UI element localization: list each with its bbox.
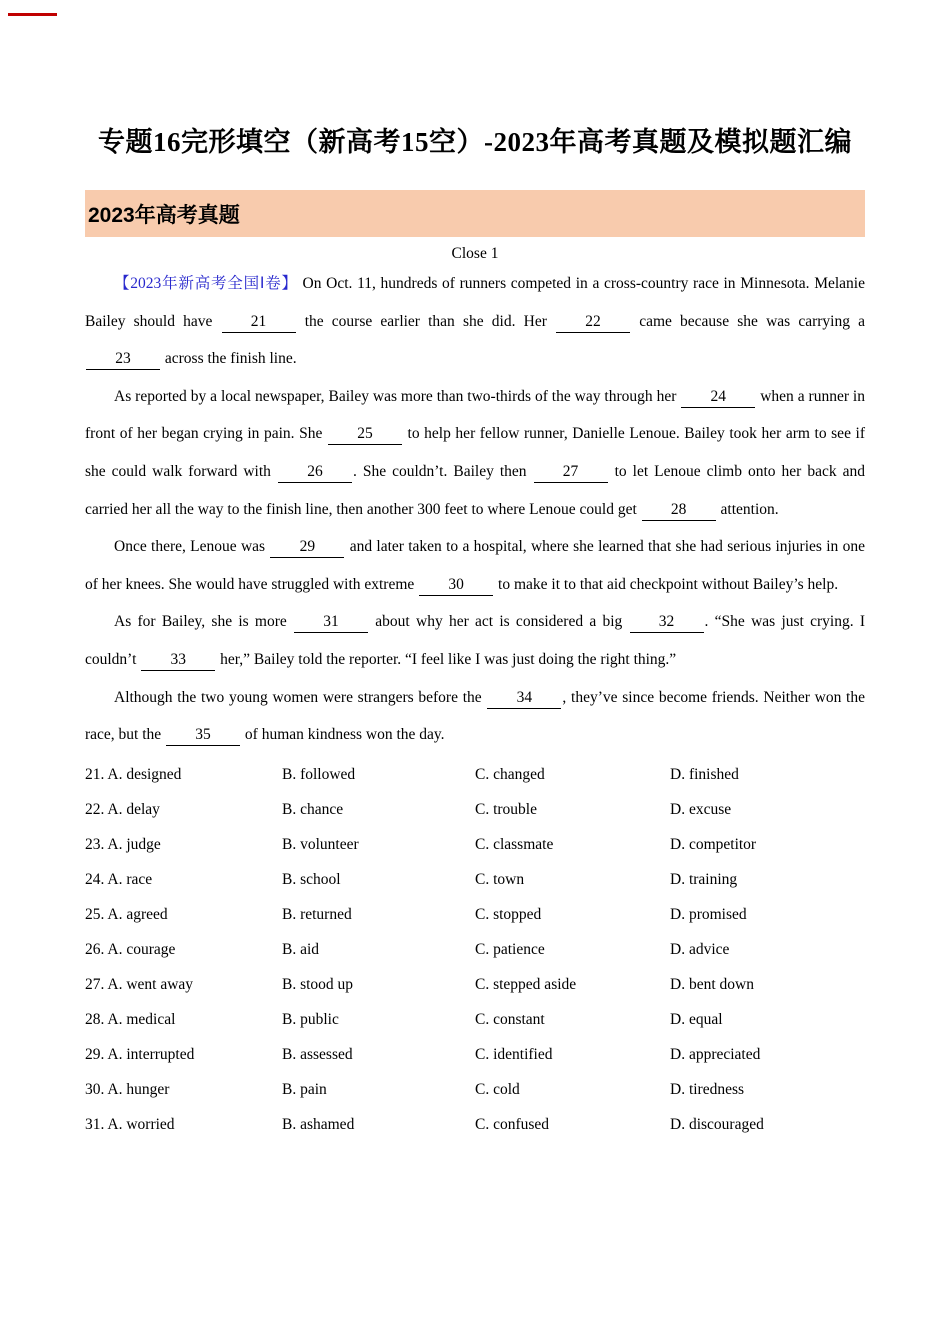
option-23-c: C. classmate (475, 835, 554, 853)
option-25-a: 25. A. agreed (85, 905, 168, 923)
option-30-d: D. tiredness (670, 1080, 745, 1098)
passage-text: to help her fellow runner, Danielle Lenoue. Bailey took her arm to see if she could walk forward with (85, 425, 865, 480)
option-31-c: C. confused (475, 1115, 550, 1133)
cloze-blank-28: 28 (642, 500, 716, 521)
options-table (85, 757, 865, 1142)
option-30-a: 30. A. hunger (85, 1080, 170, 1098)
option-row-26 (85, 932, 865, 967)
passage-text: of human kindness won the day. (241, 726, 445, 744)
option-22-a: 22. A. delay (85, 800, 160, 818)
option-24-c: C. town (475, 870, 525, 888)
cloze-blank-32: 32 (630, 612, 704, 633)
option-26-a: 26. A. courage (85, 940, 176, 958)
passage-text: attention. (716, 500, 779, 518)
cloze-blank-33: 33 (141, 650, 215, 671)
cloze-blank-23: 23 (86, 349, 160, 370)
cloze-blank-22: 22 (556, 312, 630, 333)
option-31-d: D. discouraged (670, 1115, 764, 1133)
cloze-blank-31: 31 (294, 612, 368, 633)
option-29-c: C. identified (475, 1045, 553, 1063)
option-row-21 (85, 757, 865, 792)
passage-text: the course earlier than she did. Her (296, 312, 556, 330)
option-24-d: D. training (670, 870, 738, 888)
passage-text: Once there, Lenoue was (114, 538, 270, 556)
option-row-25 (85, 897, 865, 932)
passage-text: to make it to that aid checkpoint without Bailey’s help. (494, 575, 839, 593)
option-21-d: D. finished (670, 765, 739, 783)
option-22-d: D. excuse (670, 800, 732, 818)
passage-text: about why her act is considered a big (369, 613, 629, 631)
option-row-30 (85, 1072, 865, 1107)
passage-text: her,” Bailey told the reporter. “I feel like I was just doing the right thing.” (216, 650, 677, 668)
cloze-blank-25: 25 (328, 424, 402, 445)
option-row-29 (85, 1037, 865, 1072)
passage-paragraph (85, 603, 865, 678)
option-22-b: B. chance (282, 800, 344, 818)
option-31-b: B. ashamed (282, 1115, 355, 1133)
option-24-a: 24. A. race (85, 870, 153, 888)
cloze-blank-21: 21 (222, 312, 296, 333)
option-31-a: 31. A. worried (85, 1115, 175, 1133)
option-row-23 (85, 827, 865, 862)
cloze-heading: Close 1 (451, 245, 499, 262)
passage-text: across the finish line. (161, 350, 297, 368)
option-row-31 (85, 1107, 865, 1142)
passage-text: , they’ve since become friends. Neither won the race, but the (85, 688, 865, 744)
option-30-b: B. pain (282, 1080, 327, 1098)
option-22-c: C. trouble (475, 800, 537, 818)
passage-text: . “She was just crying. I couldn’t (85, 613, 865, 668)
option-28-d: D. equal (670, 1010, 723, 1028)
cloze-blank-34: 34 (487, 688, 561, 709)
cloze-blank-35: 35 (166, 725, 240, 746)
passage-text: when a runner in front of her began crying in pain. She (85, 387, 865, 443)
passage-text: to let Lenoue climb onto her back and carried her all the way to the finish line, then another 300 feet to where Lenoue could get (85, 462, 865, 518)
option-21-c: C. changed (475, 765, 545, 783)
cloze-blank-27: 27 (534, 462, 608, 483)
page-title: 专题16完形填空（新高考15空）-2023年高考真题及模拟题汇编 (98, 127, 852, 157)
passage-paragraph (85, 378, 865, 528)
option-25-d: D. promised (670, 905, 747, 923)
option-29-b: B. assessed (282, 1045, 353, 1063)
option-23-b: B. volunteer (282, 835, 359, 853)
passage-text: and later taken to a hospital, where she learned that she had serious injuries in one of her knees. She would have struggled with extreme (85, 538, 865, 593)
cloze-blank-29: 29 (270, 537, 344, 558)
option-row-22 (85, 792, 865, 827)
passage-text: Although the two young women were strangers before the (114, 688, 487, 706)
option-25-b: B. returned (282, 905, 352, 923)
passage-paragraph (85, 265, 865, 378)
option-27-a: 27. A. went away (85, 975, 194, 993)
passage-paragraph (85, 528, 865, 603)
passage-text: came because she was carrying a (631, 312, 866, 330)
option-28-a: 28. A. medical (85, 1010, 176, 1028)
passage-paragraph (85, 679, 865, 754)
cloze-blank-24: 24 (681, 387, 755, 408)
passage-text: . She couldn’t. Bailey then (352, 462, 533, 480)
passage-text: On Oct. 11, hundreds of runners competed in a cross-country race in Minnesota. Melanie Bailey should have (85, 275, 865, 330)
cloze-passage (85, 265, 865, 754)
option-26-d: D. advice (670, 940, 730, 958)
option-23-a: 23. A. judge (85, 835, 161, 853)
option-27-c: C. stepped aside (475, 975, 577, 993)
option-25-c: C. stopped (475, 905, 542, 923)
option-26-b: B. aid (282, 940, 320, 958)
option-27-b: B. stood up (282, 975, 354, 993)
option-29-a: 29. A. interrupted (85, 1045, 195, 1063)
cloze-blank-30: 30 (419, 575, 493, 596)
option-row-24 (85, 862, 865, 897)
section-banner-label: 2023年高考真题 (88, 203, 240, 227)
option-row-28 (85, 1002, 865, 1037)
cloze-blank-26: 26 (278, 462, 352, 483)
option-28-c: C. constant (475, 1010, 545, 1028)
passage-text: As reported by a local newspaper, Bailey was more than two-thirds of the way through her (114, 387, 681, 405)
option-29-d: D. appreciated (670, 1045, 761, 1063)
document-content (85, 0, 865, 1142)
option-row-27 (85, 967, 865, 1002)
passage-text: As for Bailey, she is more (114, 613, 294, 631)
option-23-d: D. competitor (670, 835, 757, 853)
option-21-a: 21. A. designed (85, 765, 182, 783)
option-21-b: B. followed (282, 765, 356, 783)
option-27-d: D. bent down (670, 975, 754, 993)
top-left-red-mark (8, 13, 57, 16)
option-30-c: C. cold (475, 1080, 520, 1098)
option-24-b: B. school (282, 870, 341, 888)
option-26-c: C. patience (475, 940, 545, 958)
option-28-b: B. public (282, 1010, 339, 1028)
source-tag: 【2023年新高考全国Ⅰ卷】 (114, 275, 298, 292)
section-banner (85, 190, 865, 237)
